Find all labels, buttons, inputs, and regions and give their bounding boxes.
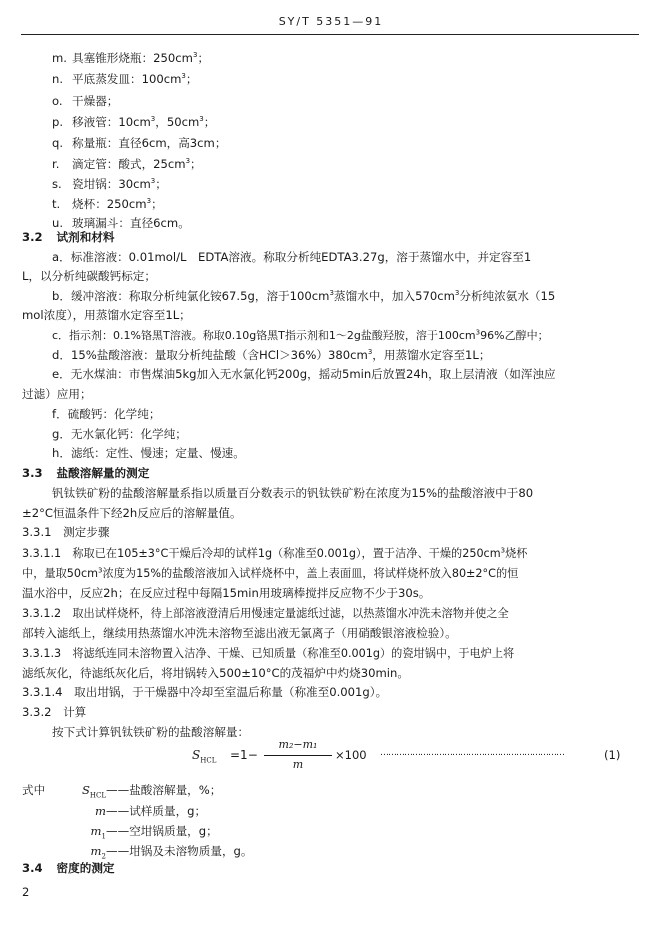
s3314-line: 3.3.1.4 取出坩锅，于干燥器中冷却至室温后称量（称准至0.001g）。 <box>22 685 388 699</box>
list-item: p. 移液管：$10cm^3$，$50cm^3$； <box>52 115 216 129</box>
where-label: 式中 <box>22 783 46 797</box>
reagent-c-line1: c．指示剂：0.1%铬黑T溶液。称取0.10g铬黑T指示剂和1～2g盐酸羟胺，溶于$100cm^396\%$乙醇中； <box>52 328 549 342</box>
section-3-4-heading <box>22 860 115 876</box>
variable-symbol: m <box>95 804 106 818</box>
formula-numerator: m₂−m₁ <box>278 738 318 751</box>
list-item-label: p. <box>52 115 64 129</box>
formula-leader-dots: …………………………………………………………… <box>380 748 564 758</box>
variable-row <box>62 843 253 860</box>
variable-description: ——盐酸溶解量，%； <box>106 783 222 797</box>
section-number: 3.4 <box>22 861 43 875</box>
list-item: r. 滴定管：酸式，$25cm^3$； <box>52 157 202 171</box>
variable-row <box>62 803 206 819</box>
list-item: n. 平底蒸发皿：$100cm^3$； <box>52 72 198 86</box>
s3312-line2: 部转入滤纸上，继续用热蒸馏水冲洗未溶物至滤出液无氯离子（用硝酸银溶液检验）。 <box>22 626 457 640</box>
list-item <box>52 93 118 109</box>
reagent-g: g．无水氯化钙：化学纯； <box>52 427 187 441</box>
list-item-label: n. <box>52 72 64 86</box>
list-item-label: s. <box>52 177 62 191</box>
s3311-line3: 温水浴中，反应2h；在反应过程中每隔15min用玻璃棒搅拌反应物不少于30s。 <box>22 586 431 600</box>
list-item-text: 干燥器； <box>72 94 119 108</box>
equation-number: (1) <box>604 748 621 762</box>
page-number: 2 <box>22 885 30 899</box>
s3311-line2: 中，量取$50cm^3$浓度为15%的盐酸溶液加入试样烧杯中，盖上表面皿，将试样烧杯放入80±2°C的恒 <box>22 566 519 580</box>
reagent-a-line1: a．标准溶液：0.01mol/L EDTA溶液。称取分析纯EDTA3.27g，溶于蒸馏水中，并定容至1 <box>52 250 532 264</box>
variable-description: ——试样质量，g； <box>106 804 207 818</box>
s33-para-line1: 钒钛铁矿粉的盐酸溶解量系指以质量百分数表示的钒钛铁矿粉在浓度为15%的盐酸溶液中于80 <box>52 486 534 500</box>
variable-symbol: $S_{HCL}$ <box>81 783 106 800</box>
formula-lhs: $S_{HCL}$ <box>192 748 217 765</box>
variable-description: ——坩锅及未溶物质量，g。 <box>106 844 253 858</box>
reagent-e-line2: 过滤）应用； <box>22 387 92 401</box>
formula-denominator: m <box>292 758 304 771</box>
list-item: s. 瓷坩锅：$30cm^3$； <box>52 177 167 191</box>
fraction-bar <box>264 755 332 756</box>
formula-eq: =1− <box>230 748 258 762</box>
reagent-h: h．滤纸：定性、慢速；定量、慢速。 <box>52 446 245 460</box>
section-title: 盐酸溶解量的测定 <box>56 466 150 480</box>
variable-symbol: $m_1$ <box>90 824 106 841</box>
list-item-text: 滴定管：酸式，25cm <box>72 157 186 171</box>
list-item-label: m. <box>52 51 67 65</box>
reagent-a-line2: L，以分析纯碳酸钙标定； <box>22 269 156 283</box>
list-item-label: t. <box>52 197 61 211</box>
reagent-e-line1: e．无水煤油：市售煤油5kg加入无水氯化钙200g，摇动5min后放置24h，取上层清液（如浑浊应 <box>52 367 556 381</box>
section-title: 密度的测定 <box>56 861 115 875</box>
variable-row <box>62 782 221 799</box>
formula-tail: ×100 <box>335 748 367 762</box>
list-item <box>52 135 226 151</box>
section-number: 3.3 <box>22 466 43 480</box>
list-item-text: 移液管：10cm <box>72 115 151 129</box>
list-item-label: o. <box>52 94 63 108</box>
standard-code-header: SY/T 5351—91 <box>278 15 384 28</box>
variable-symbol: $m_2$ <box>90 844 106 861</box>
list-item: m. 具塞锥形烧瓶：$250cm^3$； <box>52 51 210 65</box>
variable-row <box>62 823 218 840</box>
reagent-b-line1: b．缓冲溶液：称取分析纯氯化铵67.5g，溶于$100cm^3$蒸馏水中，加入$570cm^3$分析纯浓氨水（15 <box>52 289 556 303</box>
section-3-3-heading <box>22 465 149 481</box>
s332-heading: 3.3.2 计算 <box>22 705 87 719</box>
section-title: 试剂和材料 <box>56 230 115 244</box>
list-item-label: q. <box>52 136 64 150</box>
header-rule <box>21 34 639 35</box>
s3313-line1: 3.3.1.3 将滤纸连同未溶物置入洁净、干燥、已知质量（称准至0.001g）的瓷坩锅中，于电炉上将 <box>22 647 515 660</box>
s3312-line1: 3.3.1.2 取出试样烧杯，待上部溶液澄清后用慢速定量滤纸过滤，以热蒸馏水冲洗未溶物并使之全 <box>22 607 509 620</box>
list-item: t. 烧杯：$250cm^3$； <box>52 197 163 211</box>
s331-heading: 3.3.1 测定步骤 <box>22 525 110 539</box>
reagent-b-line2: mol浓度），用蒸馏水定容至1L； <box>22 308 191 322</box>
reagent-d-line1: d．15%盐酸溶液：量取分析纯盐酸（含$HCl>36\%)380cm^3$，用蒸馏水定容至1L； <box>52 348 491 362</box>
list-item-text: 烧杯：250cm <box>72 197 147 211</box>
list-item-text: 平底蒸发皿：100cm <box>72 72 182 86</box>
list-item-text: 瓷坩锅：30cm <box>72 177 151 191</box>
section-3-2-heading <box>22 229 115 245</box>
calc-intro: 按下式计算钒钛铁矿粉的盐酸溶解量： <box>52 725 250 739</box>
variable-description: ——空坩锅质量，g； <box>106 824 218 838</box>
s3313-line2: 滤纸灰化，待滤纸灰化后，将坩锅转入500±10°C的茂福炉中灼烧30min。 <box>22 666 409 680</box>
list-item-text: 称量瓶：直径6cm，高3cm； <box>72 136 227 150</box>
list-item-text: 具塞锥形烧瓶：250cm <box>72 51 193 65</box>
list-item-label: u. <box>52 216 64 230</box>
s33-para-line2: ±2°C恒温条件下经2h反应后的溶解量值。 <box>22 506 242 520</box>
s3311-line1: 3.3.1.1 称取已在105±3°C干燥后冷却的试样1g（称准至0.001g），置于洁净、干燥的$250cm^3$烧杯 <box>22 546 528 560</box>
list-item-text: 玻璃漏斗：直径6cm。 <box>72 216 190 230</box>
list-item-label: r. <box>52 157 60 171</box>
section-number: 3.2 <box>22 230 43 244</box>
reagent-f: f．硫酸钙：化学纯； <box>52 407 161 421</box>
